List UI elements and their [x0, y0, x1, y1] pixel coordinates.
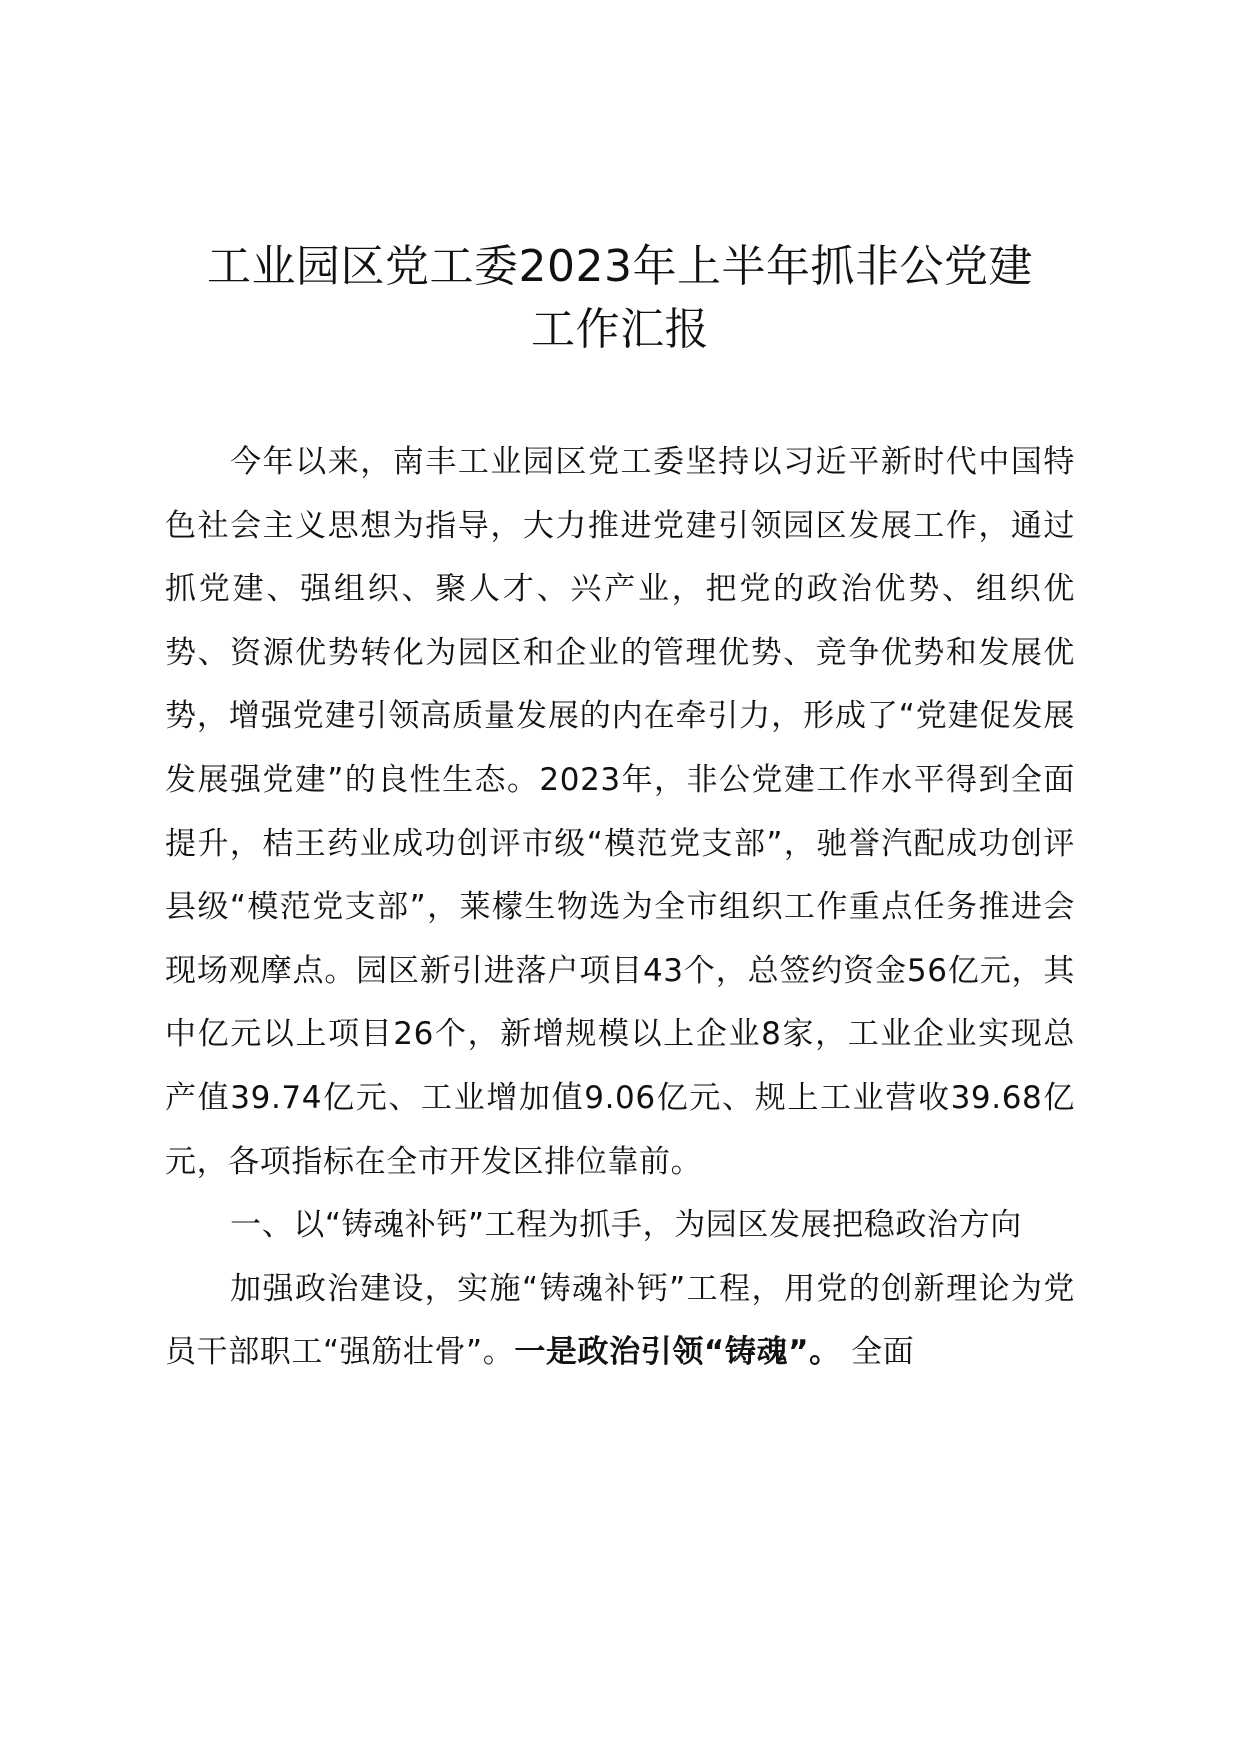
section-1-lead-text: 加强政治建设，实施“铸魂补钙”工程，用党的创新理论为党员干部职工“强筋壮骨”。 — [165, 1270, 1075, 1371]
section-1-tail-text: 全面 — [840, 1334, 915, 1371]
title-line-2: 工作汇报 — [531, 304, 709, 356]
section-heading-1: 一、以“铸魂补钙”工程为抓手，为园区发展把稳政治方向 — [230, 1207, 1022, 1244]
section-1-paragraph — [165, 1258, 1075, 1385]
section-1-bold-point: 一是政治引领“铸魂”。 — [514, 1334, 841, 1371]
document-title — [160, 235, 1080, 361]
document-body — [165, 431, 1075, 1385]
intro-paragraph: 今年以来，南丰工业园区党工委坚持以习近平新时代中国特色社会主义思想为指导，大力推进党建引领园区发展工作，通过抓党建、强组织、聚人才、兴产业，把党的政治优势、组织优势、资源优势转化为园区和企业的管理优势、竞争优势和发展优势，增强党建引领高质量发展的内在牵引力，形成了“党建促发展 发展强党建”的良性生态。2023年，非公党建工作水平得到全面提升，桔王药业成功创评市级“模范党支部”，驰誉汽配成功创评县级“模范党支部”，莱檬生物选为全市组织工作重点任务推进会现场观摩点。园区新引进落户项目43个，总签约资金56亿元，其中亿元以上项目26个，新增规模以上企业8家，工业企业实现总产值39.74亿元、工业增加值9.06亿元、规上工业营收39.68亿元，各项指标在全市开发区排位靠前。 — [165, 444, 1075, 1180]
title-line-1: 工业园区党工委2023年上半年抓非公党建 — [207, 241, 1033, 293]
